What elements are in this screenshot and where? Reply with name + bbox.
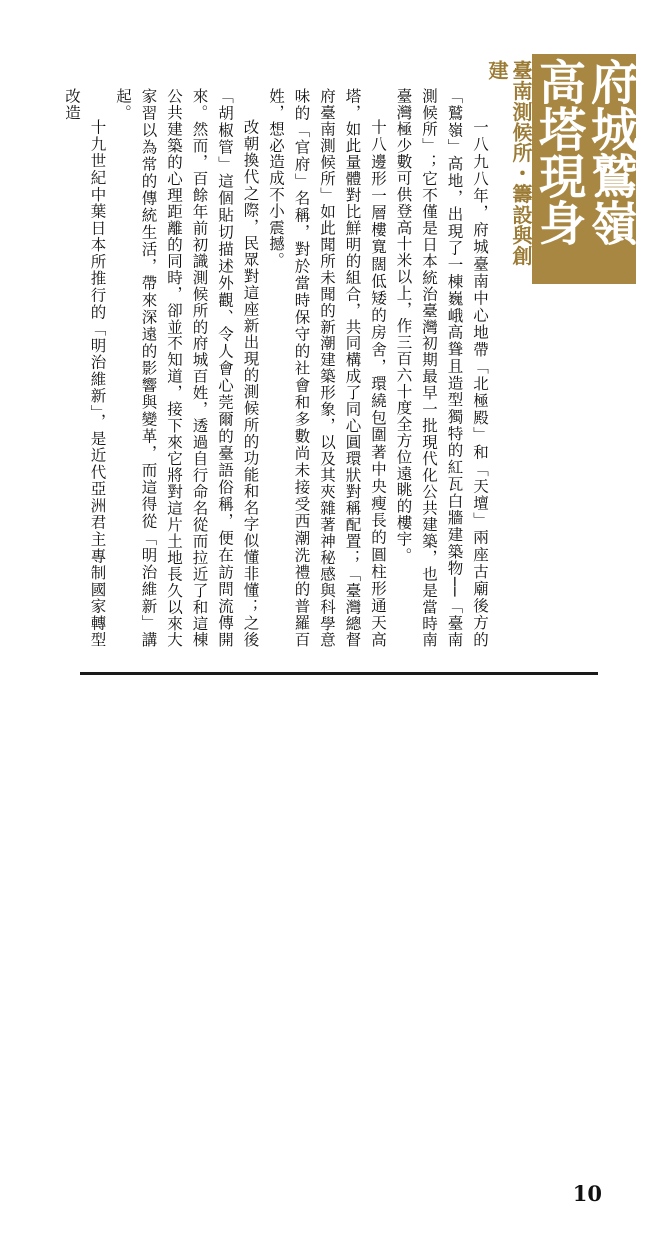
- chapter-title-block: [532, 54, 636, 284]
- paragraph-4: 十九世紀中葉日本所推行的「明治維新」，是近代亞洲君主專制國家轉型改造: [63, 88, 107, 648]
- chapter-subtitle: 臺南測候所・籌設與創建: [485, 60, 533, 266]
- page-number: 10: [572, 1181, 602, 1206]
- chapter-title-line-2: 高塔現身: [531, 58, 586, 246]
- chapter-title-line-1: 府城鷲嶺: [583, 58, 638, 246]
- body-text: [63, 88, 492, 648]
- horizontal-rule: [80, 672, 598, 675]
- paragraph-1: 一八九八年，府城臺南中心地帶「北極殿」和「天壇」兩座古廟後方的「鷲嶺」高地，出現了一棟巍峨高聳且造型獨特的紅瓦白牆建築物──「臺南測候所」；它不僅是日本統治臺灣初期最早一批現代化公共建築，也是當時南臺灣極少數可供登高十米以上，作三百六十度全方位遠眺的樓宇。: [394, 88, 489, 648]
- paragraph-3: 改朝換代之際，民眾對這座新出現的測候所的功能和名字似懂非懂；之後「胡椒管」這個貼切描述外觀、令人會心莞爾的臺語俗稱，便在訪問流傳開來。然而，百餘年前初識測候所的府城百姓，透過自行命名從而拉近了和這棟公共建築的心理距離的同時，卻並不知道，接下來它將對這片土地長久以來大家習以為常的傳統生活，帶來深遠的影響與變革，而這得從「明治維新」講起。: [114, 88, 260, 648]
- paragraph-2: 十八邊形一層樓寬闊低矮的房舍，環繞包圍著中央瘦長的圓柱形通天高塔，如此量體對比鮮明的組合，共同構成了同心圓環狀對稱配置；「臺灣總督府臺南測候所」如此聞所未聞的新潮建築形象，以及其夾雜著神秘感與科學意味的「官府」名稱，對於當時保守的社會和多數尚未接受西潮洗禮的普羅百姓，想必造成不小震撼。: [267, 88, 387, 648]
